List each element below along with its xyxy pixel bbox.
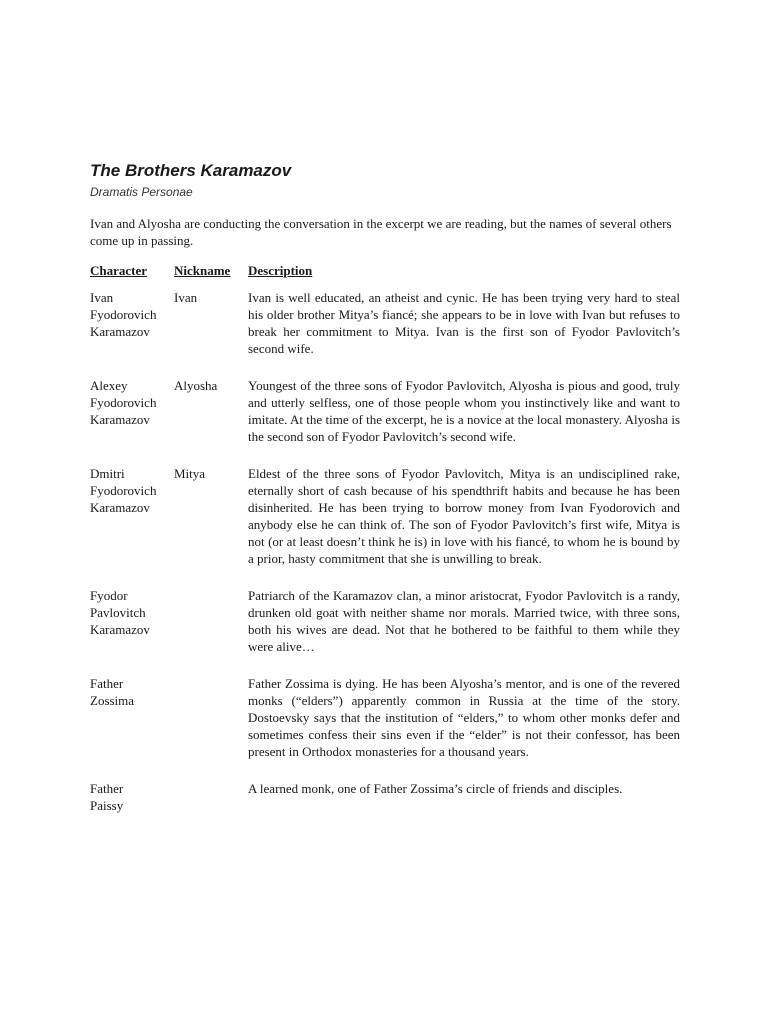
description-cell: Patriarch of the Karamazov clan, a minor aristocrat, Fyodor Pavlovitch is a randy, drunken old goat with neither shame nor morals. Married twice, with three sons, both his wives are dead. Not that he bothered to be faithful to them while they were alive… xyxy=(248,588,680,654)
table-row xyxy=(90,675,680,780)
table-row xyxy=(90,587,680,675)
character-name-cell xyxy=(90,587,174,675)
table-row xyxy=(90,289,680,377)
table-header-row xyxy=(90,262,680,289)
character-name-cell xyxy=(90,675,174,780)
character-name-line: Fyodor xyxy=(90,588,128,603)
intro-paragraph: Ivan and Alyosha are conducting the conversation in the excerpt we are reading, but the names of several others come up in passing. xyxy=(90,216,672,248)
character-name-line: Dmitri xyxy=(90,466,125,481)
description-cell: A learned monk, one of Father Zossima’s circle of friends and disciples. xyxy=(248,781,623,796)
character-name-line: Fyodorovich xyxy=(90,483,157,498)
nickname-cell xyxy=(174,780,248,834)
character-name-line: Fyodorovich xyxy=(90,307,157,322)
document-subtitle: Dramatis Personae xyxy=(90,185,193,199)
character-name-line: Karamazov xyxy=(90,622,150,637)
nickname-cell: Ivan xyxy=(174,290,198,305)
document-title: The Brothers Karamazov xyxy=(90,161,292,180)
character-name-cell xyxy=(90,289,174,377)
character-name-line: Fyodorovich xyxy=(90,395,157,410)
character-name-line: Father xyxy=(90,781,124,796)
column-header-character: Character xyxy=(90,263,148,278)
document-page xyxy=(90,160,680,834)
character-name-cell xyxy=(90,465,174,587)
character-name-line: Pavlovitch xyxy=(90,605,146,620)
character-name-line: Father xyxy=(90,676,124,691)
character-table xyxy=(90,262,680,834)
character-name-line: Alexey xyxy=(90,378,128,393)
description-cell: Youngest of the three sons of Fyodor Pavlovitch, Alyosha is pious and good, truly and utterly selfless, one of those people whom you instinctively like and want to imitate. At the time of the excerpt, he is a novice at the local monastery. Alyosha is the second son of Fyodor Pavlovitch’s second wife. xyxy=(248,378,680,444)
table-row xyxy=(90,377,680,465)
character-name-cell xyxy=(90,377,174,465)
character-name-line: Paissy xyxy=(90,798,124,813)
description-cell: Eldest of the three sons of Fyodor Pavlovitch, Mitya is an undisciplined rake, eternally short of cash because of his spendthrift habits and because he has been disinherited. He has been trying to borrow money from Ivan Fyodorovich and anybody else he can think of. The son of Fyodor Pavlovitch’s first wife, Mitya is not (or at least doesn’t think he is) in love with his fiancé, to whom he is bound by a prior, hasty commitment that she is unwilling to break. xyxy=(248,466,680,566)
column-header-description: Description xyxy=(248,263,313,278)
table-row xyxy=(90,465,680,587)
table-row xyxy=(90,780,680,834)
nickname-cell xyxy=(174,675,248,780)
character-name-line: Karamazov xyxy=(90,500,150,515)
character-name-line: Karamazov xyxy=(90,324,150,339)
character-name-line: Karamazov xyxy=(90,412,150,427)
nickname-cell: Alyosha xyxy=(174,378,218,393)
description-cell: Father Zossima is dying. He has been Alyosha’s mentor, and is one of the revered monks (“elders”) apparently common in Russia at the time of the story. Dostoevsky says that the institution of “elders,” to whom other monks defer and sometimes confess their sins even if the “elder” is not their confessor, has been present in Orthodox monasteries for a thousand years. xyxy=(248,676,680,759)
column-header-nickname: Nickname xyxy=(174,263,231,278)
character-name-line: Zossima xyxy=(90,693,135,708)
nickname-cell: Mitya xyxy=(174,466,206,481)
description-cell: Ivan is well educated, an atheist and cynic. He has been trying very hard to steal his older brother Mitya’s fiancé; she appears to be in love with Ivan but refuses to break her commitment to Mitya. Ivan is the first son of Fyodor Pavlovitch’s second wife. xyxy=(248,290,680,356)
nickname-cell xyxy=(174,587,248,675)
character-name-cell xyxy=(90,780,174,834)
character-name-line: Ivan xyxy=(90,290,114,305)
